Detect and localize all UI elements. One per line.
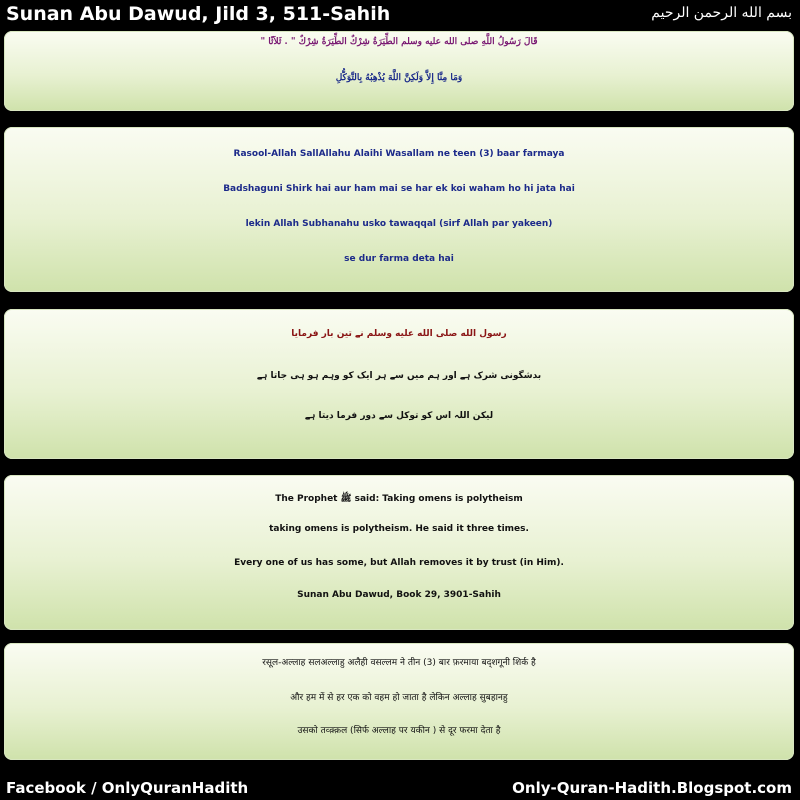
arabic-panel xyxy=(4,31,794,111)
urdu-panel xyxy=(4,309,794,459)
hindi-line-1: रसूल-अल्लाह सलअल्लाहु अलैही वसल्लम ने तीन (3) बार फ़रमाया बद्शगूनी शिर्क है xyxy=(262,658,536,668)
bismillah-calligraphy: بسم الله الرحمن الرحيم xyxy=(651,5,792,21)
roman-urdu-panel xyxy=(4,127,794,292)
roman-line-4: se dur farma deta hai xyxy=(344,254,454,264)
arabic-line-2: وَمَا مِنَّا إِلاَّ وَلَكِنَّ اللَّهَ يُذْهِبُهُ بِالتَّوَكُّلِ xyxy=(335,73,463,83)
hindi-line-2: और हम में से हर एक को वहम हो जाता है लेकिन अल्लाह सुबहानहु xyxy=(290,693,508,703)
blog-link[interactable]: Only-Quran-Hadith.Blogspot.com xyxy=(512,779,792,797)
roman-line-3: lekin Allah Subhanahu usko tawaqqal (sirf Allah par yakeen) xyxy=(245,219,553,229)
english-line-3: Every one of us has some, but Allah removes it by trust (in Him). xyxy=(234,558,564,568)
hindi-line-3: उसको तव्क़्क़ल (सिर्फ अल्लाह पर यकीन ) से दूर फरमा देता है xyxy=(297,726,501,736)
hindi-panel xyxy=(4,643,794,760)
english-reference: Sunan Abu Dawud, Book 29, 3901-Sahih xyxy=(297,590,501,600)
facebook-link[interactable]: Facebook / OnlyQuranHadith xyxy=(6,779,249,797)
urdu-line-3: لیکن اللہ اس کو توکل سے دور فرما دیتا ہے xyxy=(304,411,494,421)
urdu-line-1: رسول الله صلی الله علیه وسلم نے تین بار فرمایا xyxy=(291,329,507,339)
english-line-2: taking omens is polytheism. He said it three times. xyxy=(269,524,529,534)
english-panel xyxy=(4,475,794,630)
footer-bar xyxy=(0,778,800,800)
arabic-line-1: قَالَ رَسُولُ اللَّهِ صلى الله عليه وسلم الطِّيَرَةُ شِرْكٌ الطِّيَرَةُ شِرْكٌ " . ثَلاَثًا " xyxy=(260,37,538,47)
roman-line-2: Badshaguni Shirk hai aur ham mai se har ek koi waham ho hi jata hai xyxy=(223,184,575,194)
header-bar xyxy=(0,0,800,30)
urdu-line-2: بدشگونی شرک ہے اور ہم میں سے ہر ایک کو وہم ہو ہی جاتا ہے xyxy=(256,371,542,381)
page-title: Sunan Abu Dawud, Jild 3, 511-Sahih xyxy=(6,3,391,25)
english-line-1: The Prophet ﷺ said: Taking omens is polytheism xyxy=(275,494,523,504)
roman-line-1: Rasool-Allah SallAllahu Alaihi Wasallam ne teen (3) baar farmaya xyxy=(233,149,565,159)
